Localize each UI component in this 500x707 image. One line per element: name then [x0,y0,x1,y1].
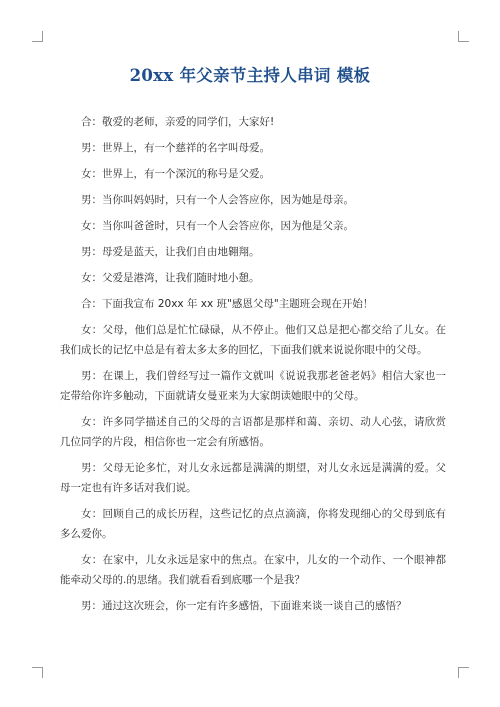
paragraph: 合：敬爱的老师，亲爱的同学们，大家好! [81,116,275,128]
crop-mark-top-left [32,31,43,42]
crop-mark-top-right [458,31,469,42]
document-body [60,112,446,622]
paragraph: 女：许多同学描述自己的父母的言语都是那样和蔼、亲切、动人心弦，请欣赏几位同学的片段，相信你也一定会有所感悟。 [60,416,446,448]
crop-mark-bottom-left [32,667,43,678]
paragraph: 女：世界上，有一个深沉的称号是父爱。 [81,168,270,180]
paragraph: 男：母爱是蓝天，让我们自由地翱翔。 [81,246,260,258]
crop-mark-bottom-right [458,667,469,678]
paragraph: 男：父母无论多忙，对儿女永远都是满满的期望，对儿女永远是满满的爱。父母一定也有许多话对我们说。 [60,462,446,494]
paragraph: 女：在家中，儿女永远是家中的焦点。在家中，儿女的一个动作、一个眼神都能牵动父母的.的思绪。我们就看看到底哪一个是我？ [60,554,446,586]
paragraph: 女：父爱是港湾，让我们随时地小憩。 [81,272,260,284]
paragraph: 男：通过这次班会，你一定有许多感悟，下面谁来谈一谈自己的感悟？ [81,600,407,612]
paragraph: 女：回顾自己的成长历程，这些记忆的点点滴滴，你将发现细心的父母到底有多么爱你。 [60,508,446,540]
paragraph: 男：当你叫妈妈时，只有一个人会答应你，因为她是母亲。 [81,194,354,206]
paragraph: 合：下面我宣布 20xx 年 xx 班"感恩父母"主题班会现在开始！ [81,298,374,310]
paragraph: 男：在课上，我们曾经写过一篇作文就叫《说说我那老爸老妈》相信大家也一定带给你许多触动，下面就请女曼亚来为大家朗读她眼中的父母。 [60,370,446,402]
paragraph: 男：世界上，有一个慈祥的名字叫母爱。 [81,142,270,154]
paragraph: 女：当你叫爸爸时，只有一个人会答应你，因为他是父亲。 [81,220,354,232]
paragraph: 女：父母，他们总是忙忙碌碌，从不停止。他们又总是把心都交给了儿女。在我们成长的记忆中总是有着太多太多的回忆，下面我们就来说说你眼中的父母。 [60,324,446,356]
document-title: 20xx 年父亲节主持人串词 模板 [129,66,371,85]
